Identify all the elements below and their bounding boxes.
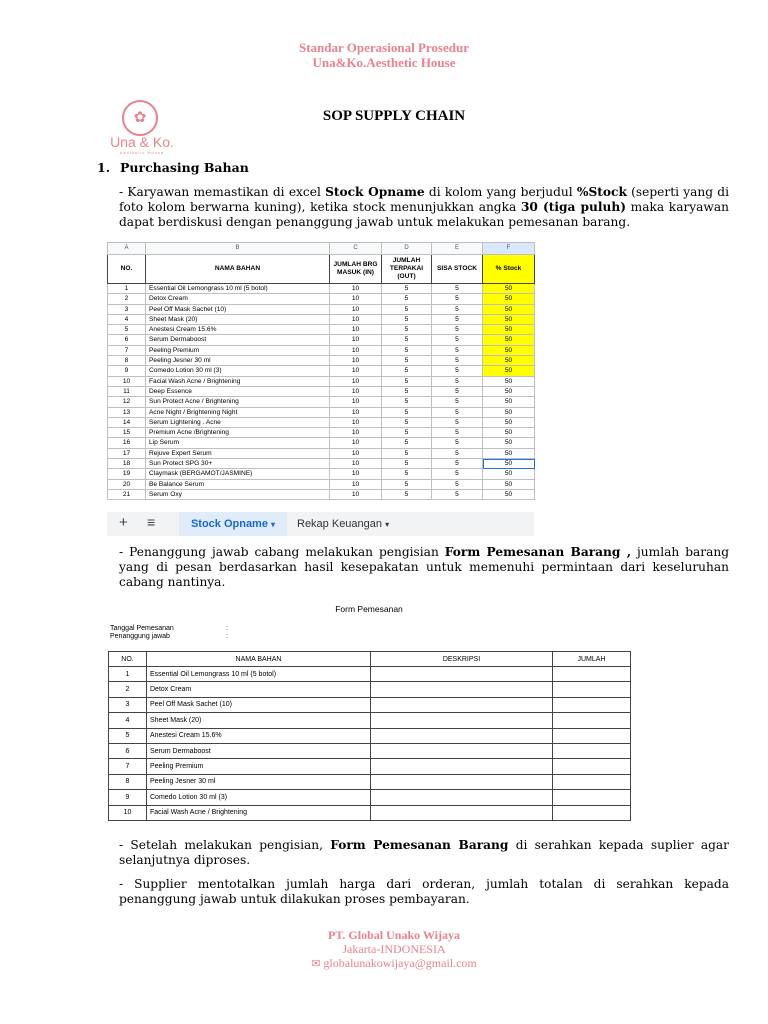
row-number: 7 bbox=[109, 759, 147, 774]
table-cell[interactable]: Serum Lightening . Acne bbox=[146, 417, 330, 427]
column-header: NO. bbox=[109, 652, 147, 667]
column-letter[interactable]: B bbox=[146, 243, 330, 255]
column-header[interactable]: JUMLAH TERPAKAI (OUT) bbox=[382, 255, 432, 284]
item-name: Essential Oil Lemongrass 10 ml (5 botol) bbox=[147, 667, 371, 682]
bold-text: Form Pemesanan Barang bbox=[330, 838, 509, 852]
description-field[interactable] bbox=[371, 682, 553, 697]
column-header[interactable]: % Stock bbox=[483, 255, 535, 284]
table-cell[interactable]: 5 bbox=[382, 438, 432, 448]
table-cell[interactable]: Premium Acne /Brightening bbox=[146, 428, 330, 438]
table-cell[interactable]: Peeling Premium bbox=[146, 345, 330, 355]
item-name: Comedo Lotion 30 ml (3) bbox=[147, 790, 371, 805]
header-line-1: Standar Operasional Prosedur bbox=[299, 40, 469, 55]
row-number: 1 bbox=[109, 667, 147, 682]
table-cell[interactable]: 16 bbox=[108, 438, 146, 448]
table-row bbox=[108, 407, 535, 417]
table-cell[interactable]: Lip Serum bbox=[146, 438, 330, 448]
order-form-table bbox=[108, 651, 631, 821]
table-cell[interactable]: 10 bbox=[330, 314, 382, 324]
table-row bbox=[108, 489, 535, 499]
form-title: Form Pemesanan bbox=[335, 604, 403, 614]
table-cell[interactable]: 50 bbox=[483, 397, 535, 407]
item-name: Anestesi Cream 15.6% bbox=[147, 728, 371, 743]
form-row bbox=[109, 743, 631, 758]
table-cell[interactable]: 5 bbox=[382, 304, 432, 314]
bold-text: Form Pemesanan Barang , bbox=[444, 545, 632, 559]
company-logo bbox=[104, 98, 180, 156]
table-cell[interactable]: Serum Oxy bbox=[146, 489, 330, 499]
table-row bbox=[108, 448, 535, 458]
table-row bbox=[108, 428, 535, 438]
footer-email-line bbox=[0, 956, 768, 971]
description-field[interactable] bbox=[371, 774, 553, 789]
column-header[interactable]: NAMA BAHAN bbox=[146, 255, 330, 284]
table-cell[interactable]: 50 bbox=[483, 325, 535, 335]
item-name: Serum Dermaboost bbox=[147, 743, 371, 758]
form-row bbox=[109, 728, 631, 743]
table-cell[interactable]: 50 bbox=[483, 345, 535, 355]
column-letter[interactable]: E bbox=[432, 243, 483, 255]
pic-label: Penanggung jawab bbox=[110, 633, 170, 640]
paragraph-4 bbox=[119, 877, 729, 907]
table-cell[interactable]: 5 bbox=[108, 325, 146, 335]
text: di kolom yang berjudul bbox=[424, 185, 577, 199]
text: jumlah barang yang di pesan berdasarkan hasil kesepakatan untuk memenuhi permintaan dari keseluruhan cabang nantinya bbox=[119, 545, 729, 589]
column-header[interactable]: SISA STOCK bbox=[432, 255, 483, 284]
table-cell[interactable]: 5 bbox=[432, 397, 483, 407]
footer-company: PT. Global Unako Wijaya bbox=[327, 928, 461, 942]
table-cell[interactable]: 50 bbox=[483, 376, 535, 386]
text: . bbox=[465, 892, 470, 906]
table-row bbox=[108, 304, 535, 314]
table-cell[interactable]: Sun Protect SPG 30+ bbox=[146, 459, 330, 469]
table-cell[interactable]: 5 bbox=[432, 294, 483, 304]
table-cell[interactable]: 19 bbox=[108, 469, 146, 479]
table-cell[interactable]: 18 bbox=[108, 459, 146, 469]
table-row bbox=[108, 345, 535, 355]
bold-text: Stock Opname bbox=[325, 185, 425, 199]
table-row bbox=[108, 397, 535, 407]
table-cell[interactable]: 10 bbox=[330, 376, 382, 386]
table-cell[interactable]: 5 bbox=[382, 407, 432, 417]
text: - Supplier mentotalkan jumlah harga dari orderan, jumlah totalan di serahkan kepada penanggung jawab untuk dilakukan proses pembayaran bbox=[119, 877, 729, 906]
text: . bbox=[246, 853, 251, 867]
table-cell[interactable]: 10 bbox=[330, 284, 382, 294]
table-cell[interactable]: Peel Off Mask Sachet (10) bbox=[146, 304, 330, 314]
pic-colon: : bbox=[226, 633, 228, 640]
table-cell[interactable]: Essential Oil Lemongrass 10 ml (5 botol) bbox=[146, 284, 330, 294]
form-row bbox=[109, 682, 631, 697]
document-footer bbox=[0, 928, 768, 971]
table-row bbox=[108, 469, 535, 479]
table-cell[interactable]: 12 bbox=[108, 397, 146, 407]
table-cell[interactable]: 3 bbox=[108, 304, 146, 314]
table-cell[interactable]: 5 bbox=[432, 479, 483, 489]
table-row bbox=[108, 284, 535, 294]
table-cell[interactable]: 5 bbox=[382, 335, 432, 345]
table-cell[interactable]: 50 bbox=[483, 386, 535, 396]
table-cell[interactable]: Facial Wash Acne / Brightening bbox=[146, 376, 330, 386]
table-cell[interactable]: 5 bbox=[382, 428, 432, 438]
text: - Karyawan memastikan di excel bbox=[119, 185, 326, 199]
table-cell[interactable]: 5 bbox=[432, 489, 483, 499]
table-cell[interactable]: 5 bbox=[432, 284, 483, 294]
table-cell[interactable]: 10 bbox=[330, 345, 382, 355]
table-cell[interactable]: 5 bbox=[382, 376, 432, 386]
table-cell[interactable]: 7 bbox=[108, 345, 146, 355]
table-cell[interactable]: Claymask (BERGAMOT/JASMINE) bbox=[146, 469, 330, 479]
description-field[interactable] bbox=[371, 713, 553, 728]
table-cell[interactable]: 11 bbox=[108, 386, 146, 396]
quantity-field[interactable] bbox=[553, 682, 631, 697]
item-name: Detox Cream bbox=[147, 682, 371, 697]
table-cell[interactable]: 10 bbox=[330, 386, 382, 396]
table-cell[interactable]: 9 bbox=[108, 366, 146, 376]
quantity-field[interactable] bbox=[553, 713, 631, 728]
table-cell[interactable]: 5 bbox=[432, 366, 483, 376]
table-cell[interactable]: 50 bbox=[483, 304, 535, 314]
table-cell[interactable]: 10 bbox=[330, 294, 382, 304]
spreadsheet-grid bbox=[107, 242, 535, 500]
table-row bbox=[108, 417, 535, 427]
table-cell[interactable]: 50 bbox=[483, 459, 535, 469]
row-number: 8 bbox=[109, 774, 147, 789]
table-cell[interactable]: 2 bbox=[108, 294, 146, 304]
item-name: Peeling Premium bbox=[147, 759, 371, 774]
quantity-field[interactable] bbox=[553, 774, 631, 789]
table-cell[interactable]: 5 bbox=[432, 314, 483, 324]
table-cell[interactable]: Acne Night / Brightening Night bbox=[146, 407, 330, 417]
table-cell[interactable]: 5 bbox=[382, 356, 432, 366]
table-cell[interactable]: 5 bbox=[382, 397, 432, 407]
table-cell[interactable]: 10 bbox=[330, 335, 382, 345]
table-cell[interactable]: 5 bbox=[382, 459, 432, 469]
column-letter[interactable]: C bbox=[330, 243, 382, 255]
all-sheets-icon[interactable]: ≡ bbox=[147, 514, 156, 530]
table-row bbox=[108, 376, 535, 386]
table-cell[interactable]: 4 bbox=[108, 314, 146, 324]
table-cell[interactable]: 15 bbox=[108, 428, 146, 438]
text: . bbox=[626, 215, 631, 229]
header-row bbox=[108, 255, 535, 284]
order-date-colon: : bbox=[226, 625, 228, 632]
table-cell[interactable]: Sheet Mask (20) bbox=[146, 314, 330, 324]
table-cell[interactable]: 10 bbox=[330, 397, 382, 407]
table-cell[interactable]: 50 bbox=[483, 438, 535, 448]
section-title: Purchasing Bahan bbox=[120, 160, 249, 175]
form-row bbox=[109, 713, 631, 728]
table-cell[interactable]: 10 bbox=[330, 469, 382, 479]
table-cell[interactable]: 5 bbox=[432, 325, 483, 335]
table-cell[interactable]: 50 bbox=[483, 314, 535, 324]
quantity-field[interactable] bbox=[553, 697, 631, 712]
table-cell[interactable]: 50 bbox=[483, 479, 535, 489]
table-cell[interactable]: 5 bbox=[382, 284, 432, 294]
table-cell[interactable]: 10 bbox=[330, 356, 382, 366]
table-cell[interactable]: Serum Dermaboost bbox=[146, 335, 330, 345]
form-row bbox=[109, 759, 631, 774]
table-cell[interactable]: 5 bbox=[382, 294, 432, 304]
tab-label: Stock Opname bbox=[190, 518, 268, 530]
table-cell[interactable]: 10 bbox=[330, 459, 382, 469]
tab-stock-opname[interactable] bbox=[179, 512, 287, 536]
item-name: Sheet Mask (20) bbox=[147, 713, 371, 728]
quantity-field[interactable] bbox=[553, 805, 631, 820]
table-row bbox=[108, 438, 535, 448]
row-number: 2 bbox=[109, 682, 147, 697]
item-name: Peel Off Mask Sachet (10) bbox=[147, 697, 371, 712]
column-header[interactable]: JUMLAH BRG MASUK (IN) bbox=[330, 255, 382, 284]
table-cell[interactable]: 10 bbox=[330, 438, 382, 448]
table-cell[interactable]: Peeling Jesner 30 ml bbox=[146, 356, 330, 366]
description-field[interactable] bbox=[371, 667, 553, 682]
description-field[interactable] bbox=[371, 697, 553, 712]
form-row bbox=[109, 774, 631, 789]
paragraph-1 bbox=[119, 185, 729, 230]
mail-icon: ✉ bbox=[311, 958, 321, 970]
paragraph-2 bbox=[119, 545, 729, 590]
table-cell[interactable]: 50 bbox=[483, 448, 535, 458]
table-cell[interactable]: 5 bbox=[432, 304, 483, 314]
item-name: Peeling Jesner 30 ml bbox=[147, 774, 371, 789]
text: . bbox=[221, 575, 226, 589]
tab-label: Rekap Keuangan bbox=[297, 518, 383, 530]
table-cell[interactable]: 50 bbox=[483, 366, 535, 376]
column-header: NAMA BAHAN bbox=[147, 652, 371, 667]
column-header[interactable]: NO. bbox=[108, 255, 146, 284]
column-header: DESKRIPSI bbox=[371, 652, 553, 667]
table-cell[interactable]: 5 bbox=[432, 428, 483, 438]
row-number: 3 bbox=[109, 697, 147, 712]
table-cell[interactable]: 5 bbox=[382, 366, 432, 376]
text: (seperti yang di foto kolom berwarna kuning), ketika stock menunjukkan angka bbox=[119, 185, 730, 214]
order-date-label: Tanggal Pemesanan bbox=[110, 625, 174, 632]
bold-text: 30 (tiga puluh) bbox=[520, 200, 626, 214]
table-row bbox=[108, 325, 535, 335]
quantity-field[interactable] bbox=[553, 743, 631, 758]
order-form bbox=[108, 600, 630, 830]
table-cell[interactable]: 1 bbox=[108, 284, 146, 294]
chevron-down-icon: ▾ bbox=[385, 520, 390, 529]
table-cell[interactable]: Be Balance Serum bbox=[146, 479, 330, 489]
section-heading bbox=[97, 160, 249, 175]
table-cell[interactable]: 5 bbox=[382, 417, 432, 427]
table-row bbox=[108, 366, 535, 376]
table-cell[interactable]: Detox Cream bbox=[146, 294, 330, 304]
quantity-field[interactable] bbox=[553, 759, 631, 774]
table-cell[interactable]: 5 bbox=[382, 345, 432, 355]
table-cell[interactable]: 13 bbox=[108, 407, 146, 417]
form-row bbox=[109, 697, 631, 712]
table-cell[interactable]: 5 bbox=[382, 448, 432, 458]
row-number: 6 bbox=[109, 743, 147, 758]
add-sheet-icon[interactable]: + bbox=[119, 514, 128, 531]
header-line-2: Una&Ko.Aesthetic House bbox=[312, 55, 456, 70]
document-title: SOP SUPPLY CHAIN bbox=[322, 108, 466, 124]
table-cell[interactable]: 10 bbox=[330, 428, 382, 438]
table-cell[interactable]: 50 bbox=[483, 407, 535, 417]
section-number: 1. bbox=[97, 160, 111, 175]
text: maka karyawan dapat berdiskusi dengan penanggung jawab untuk melakukan pemesanan barang bbox=[119, 200, 729, 229]
document-header bbox=[0, 40, 768, 70]
table-cell[interactable]: 50 bbox=[483, 417, 535, 427]
table-cell[interactable]: 10 bbox=[330, 448, 382, 458]
table-cell[interactable]: 5 bbox=[382, 386, 432, 396]
table-cell[interactable]: Comedo Lotion 30 ml (3) bbox=[146, 366, 330, 376]
item-name: Facial Wash Acne / Brightening bbox=[147, 805, 371, 820]
table-cell[interactable]: 50 bbox=[483, 294, 535, 304]
table-cell[interactable]: 50 bbox=[483, 469, 535, 479]
text: - Penanggung jawab cabang melakukan pengisian bbox=[119, 545, 445, 559]
table-cell[interactable]: 14 bbox=[108, 417, 146, 427]
table-cell[interactable]: 20 bbox=[108, 479, 146, 489]
row-number: 5 bbox=[109, 728, 147, 743]
description-field[interactable] bbox=[371, 790, 553, 805]
table-cell[interactable]: 10 bbox=[330, 304, 382, 314]
table-cell[interactable]: 5 bbox=[432, 448, 483, 458]
row-number: 9 bbox=[109, 790, 147, 805]
row-number: 10 bbox=[109, 805, 147, 820]
quantity-field[interactable] bbox=[553, 728, 631, 743]
stock-opname-spreadsheet bbox=[107, 242, 534, 536]
table-cell[interactable]: 50 bbox=[483, 489, 535, 499]
form-row bbox=[109, 805, 631, 820]
tab-rekap-keuangan[interactable] bbox=[297, 512, 389, 537]
table-cell[interactable]: 5 bbox=[432, 335, 483, 345]
column-letter[interactable]: F bbox=[483, 243, 535, 255]
column-letters-row bbox=[108, 243, 535, 255]
table-row bbox=[108, 356, 535, 366]
table-cell[interactable]: 50 bbox=[483, 335, 535, 345]
footer-email[interactable]: globalunakowijaya@gmail.com bbox=[323, 956, 477, 970]
quantity-field[interactable] bbox=[553, 790, 631, 805]
table-cell[interactable]: 17 bbox=[108, 448, 146, 458]
column-letter[interactable]: D bbox=[382, 243, 432, 255]
chevron-down-icon: ▾ bbox=[271, 520, 276, 529]
table-cell[interactable]: 5 bbox=[432, 469, 483, 479]
table-cell[interactable]: 5 bbox=[382, 489, 432, 499]
footer-city: Jakarta-INDONESIA bbox=[342, 942, 446, 956]
table-cell[interactable]: 5 bbox=[382, 325, 432, 335]
table-cell[interactable]: 50 bbox=[483, 428, 535, 438]
table-cell[interactable]: Anestesi Cream 15.6% bbox=[146, 325, 330, 335]
text: di serahkan kepada suplier agar selanjutnya diproses bbox=[119, 838, 729, 867]
paragraph-3 bbox=[119, 838, 729, 868]
table-cell[interactable]: 5 bbox=[382, 479, 432, 489]
table-cell[interactable]: 5 bbox=[432, 376, 483, 386]
bold-text: %Stock bbox=[576, 185, 627, 199]
table-cell[interactable]: 10 bbox=[330, 417, 382, 427]
table-cell[interactable]: 10 bbox=[330, 325, 382, 335]
table-cell[interactable]: 10 bbox=[330, 407, 382, 417]
table-cell[interactable]: 5 bbox=[432, 407, 483, 417]
table-cell[interactable]: 21 bbox=[108, 489, 146, 499]
table-cell[interactable]: 8 bbox=[108, 356, 146, 366]
table-cell[interactable]: 5 bbox=[382, 314, 432, 324]
sheet-tab-bar bbox=[107, 512, 534, 536]
table-cell[interactable]: 10 bbox=[108, 376, 146, 386]
table-cell[interactable]: Deep Essence bbox=[146, 386, 330, 396]
table-row bbox=[108, 459, 535, 469]
text: - Setelah melakukan pengisian, bbox=[119, 838, 331, 852]
logo-brand: Una & Ko. bbox=[110, 134, 174, 150]
description-field[interactable] bbox=[371, 743, 553, 758]
table-row bbox=[108, 479, 535, 489]
row-number: 4 bbox=[109, 713, 147, 728]
table-cell[interactable]: 50 bbox=[483, 284, 535, 294]
column-letter[interactable]: A bbox=[108, 243, 146, 255]
logo-subtitle: Aesthetic House bbox=[119, 150, 165, 155]
description-field[interactable] bbox=[371, 805, 553, 820]
table-cell[interactable]: 6 bbox=[108, 335, 146, 345]
table-row bbox=[108, 314, 535, 324]
table-cell[interactable]: 5 bbox=[382, 469, 432, 479]
table-cell[interactable]: 10 bbox=[330, 479, 382, 489]
table-cell[interactable]: 50 bbox=[483, 356, 535, 366]
table-cell[interactable]: 5 bbox=[432, 356, 483, 366]
table-cell[interactable]: 5 bbox=[432, 417, 483, 427]
table-row bbox=[108, 386, 535, 396]
leaf-icon: ✿ bbox=[133, 108, 147, 126]
table-cell[interactable]: 5 bbox=[432, 438, 483, 448]
description-field[interactable] bbox=[371, 728, 553, 743]
table-cell[interactable]: 5 bbox=[432, 386, 483, 396]
column-header: JUMLAH bbox=[553, 652, 631, 667]
table-row bbox=[108, 294, 535, 304]
table-cell[interactable]: Sun Protect Acne / Brightening bbox=[146, 397, 330, 407]
quantity-field[interactable] bbox=[553, 667, 631, 682]
table-cell[interactable]: 5 bbox=[432, 345, 483, 355]
header-row bbox=[109, 652, 631, 667]
table-cell[interactable]: 10 bbox=[330, 489, 382, 499]
table-cell[interactable]: Rejuve Expert Serum bbox=[146, 448, 330, 458]
form-row bbox=[109, 667, 631, 682]
table-cell[interactable]: 10 bbox=[330, 366, 382, 376]
table-cell[interactable]: 5 bbox=[432, 459, 483, 469]
table-row bbox=[108, 335, 535, 345]
description-field[interactable] bbox=[371, 759, 553, 774]
form-row bbox=[109, 790, 631, 805]
